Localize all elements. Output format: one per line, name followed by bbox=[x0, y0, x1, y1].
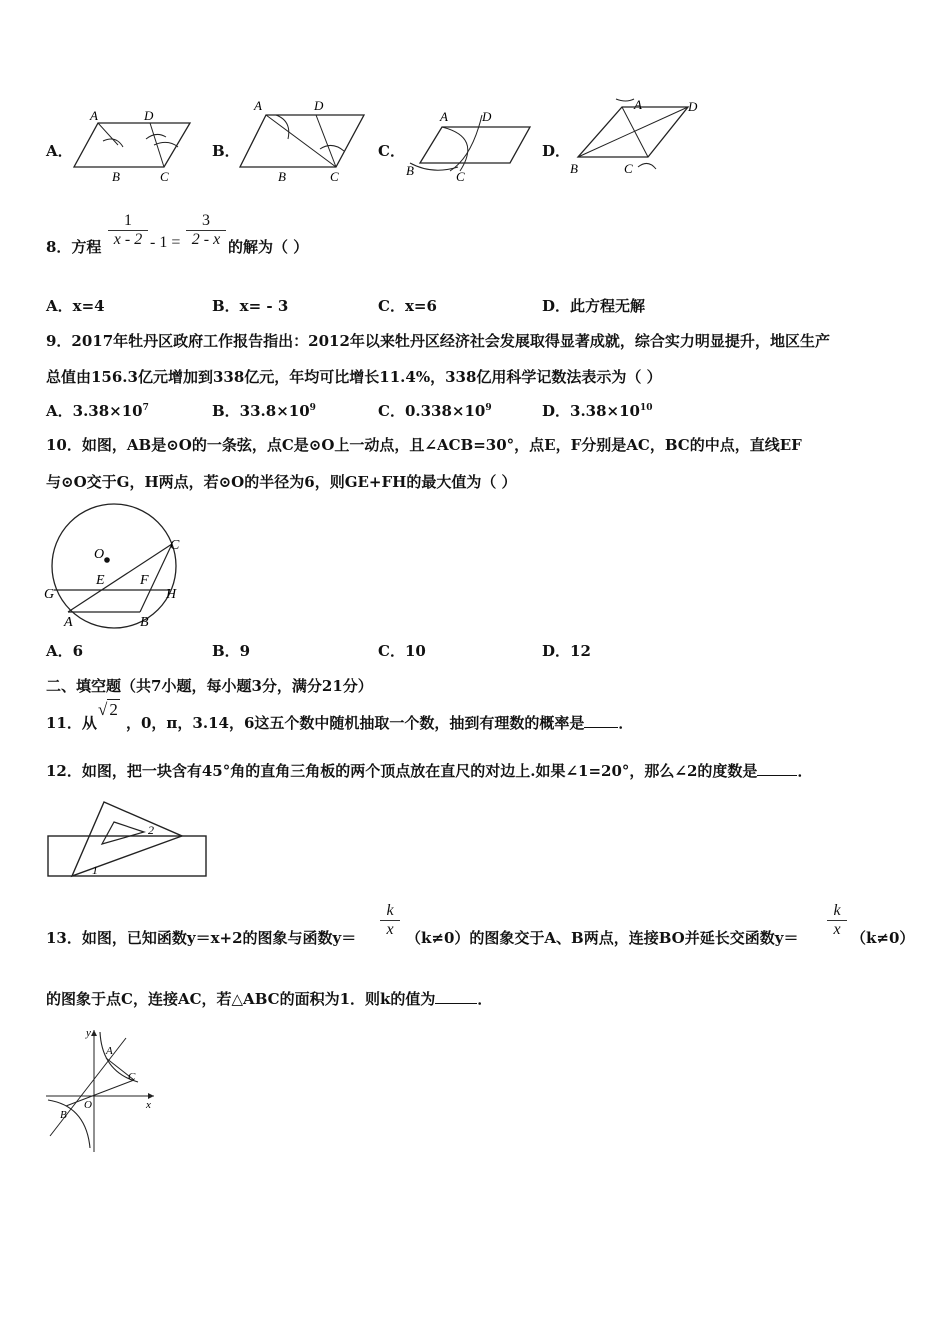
q8-fraction-2 bbox=[186, 212, 226, 249]
q9-option-a: A．$3.38\times 10^7$ bbox=[46, 402, 149, 420]
q8-frac1-num: 1 bbox=[124, 212, 132, 229]
q10-label-a: A bbox=[64, 615, 73, 630]
q10-label-g: G bbox=[44, 587, 55, 602]
q13-label-b: B bbox=[60, 1109, 67, 1121]
q7-option-d-label: D． bbox=[542, 142, 571, 160]
q10-label-b: B bbox=[140, 615, 149, 630]
q7-b-pt-d: D bbox=[314, 98, 324, 113]
q13-part-3: （k≠0） bbox=[851, 929, 915, 947]
q8-frac2-den: 2 - x bbox=[191, 231, 221, 248]
q13-label-c: C bbox=[128, 1071, 136, 1083]
q8-frac1-den: x - 2 bbox=[113, 231, 143, 248]
q7-a-pt-b: B bbox=[112, 169, 120, 184]
q7-d-pt-b: B bbox=[570, 161, 578, 176]
q10-line-2: 与⊙O交于G，H两点，若⊙O的半径为6，则GE+FH的最大值为（ ） bbox=[46, 473, 517, 491]
q7-b-pt-c: C bbox=[330, 169, 339, 184]
q7-a-pt-c: C bbox=[160, 169, 169, 184]
q13-graph-figure bbox=[42, 1024, 162, 1156]
q9-line-2: 总值由156.3亿元增加到338亿元，年均可比增长11.4%，338亿用科学记数法表示为（ ） bbox=[46, 368, 662, 386]
q7-figure-b bbox=[236, 95, 371, 185]
q9-option-d: D．$3.38\times 10^{10}$ bbox=[542, 402, 653, 420]
q13-line-2: 的图象于点C，连接AC，若△ABC的面积为1．则k的值为 ． bbox=[46, 990, 493, 1008]
q7-b-pt-b: B bbox=[278, 169, 286, 184]
q7-option-a-label: A． bbox=[46, 142, 73, 160]
q8-option-a: A．x=4 bbox=[46, 297, 105, 315]
q8-option-c: C．x=6 bbox=[378, 297, 437, 315]
q10-label-c: C bbox=[170, 538, 180, 553]
section-2-heading: 二、填空题（共7小题，每小题3分，满分21分） bbox=[46, 677, 373, 695]
q7-b-pt-a: A bbox=[254, 98, 262, 113]
q8-frac2-num: 3 bbox=[202, 212, 210, 229]
q7-figure-d bbox=[566, 95, 711, 185]
q7-c-pt-d: D bbox=[482, 109, 492, 124]
q7-d-pt-d: D bbox=[688, 99, 698, 114]
q12-angle-1: 1 bbox=[92, 863, 98, 877]
q7-d-pt-c: C bbox=[624, 161, 633, 176]
q13-fraction-1 bbox=[380, 902, 400, 939]
q11-suffix: ，0，π，3.14，6这五个数中随机抽取一个数，抽到有理数的概率是 ． bbox=[126, 714, 634, 732]
q12-angle-2: 2 bbox=[148, 823, 154, 837]
q9-option-c: C．$0.338\times 10^9$ bbox=[378, 402, 492, 420]
q13-label-y: y bbox=[86, 1027, 91, 1039]
q10-label-h: H bbox=[166, 587, 177, 602]
q13-label-o: O bbox=[84, 1099, 92, 1111]
q7-option-b-label: B． bbox=[212, 142, 240, 160]
q8-fraction-1 bbox=[108, 212, 148, 249]
q7-figure-c bbox=[402, 105, 537, 185]
q13-part-1: 13．如图，已知函数y＝x+2的图象与函数y＝ bbox=[46, 929, 357, 947]
q11-sqrt-value: 2 bbox=[109, 700, 118, 719]
q8-option-b: B．x= - 3 bbox=[212, 297, 289, 315]
q7-c-pt-c: C bbox=[456, 169, 465, 184]
q7-c-pt-a: A bbox=[440, 109, 448, 124]
q8-prefix: 8．方程 bbox=[46, 238, 102, 256]
q7-option-c-label: C． bbox=[378, 142, 405, 160]
q8-option-d: D．此方程无解 bbox=[542, 297, 646, 315]
q7-a-pt-a: A bbox=[90, 108, 98, 123]
q11-sqrt: √ 2 bbox=[98, 700, 118, 719]
q10-label-o: O bbox=[94, 547, 105, 562]
q13-frac1-num: k bbox=[386, 902, 394, 919]
q13-label-a: A bbox=[106, 1045, 113, 1057]
q7-figure-a bbox=[68, 105, 198, 185]
q10-label-e: E bbox=[96, 573, 105, 588]
q7-a-pt-d: D bbox=[144, 108, 154, 123]
q13-fraction-2 bbox=[827, 902, 847, 939]
q9-option-b: B．$33.8\times 10^9$ bbox=[212, 402, 316, 420]
q10-label-f: F bbox=[140, 573, 149, 588]
q10-option-b: B．9 bbox=[212, 642, 251, 660]
q12-text: 12．如图，把一块含有45°角的直角三角板的两个顶点放在直尺的对边上.如果∠1=20°，那么∠2的度数是 ． bbox=[46, 762, 813, 780]
q10-option-d: D．12 bbox=[542, 642, 591, 660]
q9-line-1: 9．2017年牡丹区政府工作报告指出：2012年以来牡丹区经济社会发展取得显著成就，综合实力明显提升，地区生产 bbox=[46, 332, 830, 350]
q8-minus-one: - 1 = bbox=[150, 234, 181, 251]
q13-frac1-den: x bbox=[386, 921, 394, 938]
q13-frac2-num: k bbox=[833, 902, 841, 919]
q10-circle-figure bbox=[40, 500, 190, 632]
q13-label-x: x bbox=[146, 1099, 151, 1111]
q13-frac2-den: x bbox=[833, 921, 841, 938]
q10-option-a: A．6 bbox=[46, 642, 84, 660]
q8-suffix: 的解为（ ） bbox=[228, 238, 309, 256]
q10-option-c: C．10 bbox=[378, 642, 426, 660]
q10-line-1: 10．如图，AB是⊙O的一条弦，点C是⊙O上一动点，且∠ACB=30°，点E，F分别是AC，BC的中点，直线EF bbox=[46, 436, 802, 454]
q7-c-pt-b: B bbox=[406, 163, 414, 178]
q11-prefix: 11．从 bbox=[46, 714, 97, 732]
q7-d-pt-a: A bbox=[634, 97, 642, 112]
q13-part-2: （k≠0）的图象交于A、B两点，连接BO并延长交函数y＝ bbox=[406, 929, 799, 947]
q12-ruler-triangle-figure bbox=[44, 798, 214, 882]
